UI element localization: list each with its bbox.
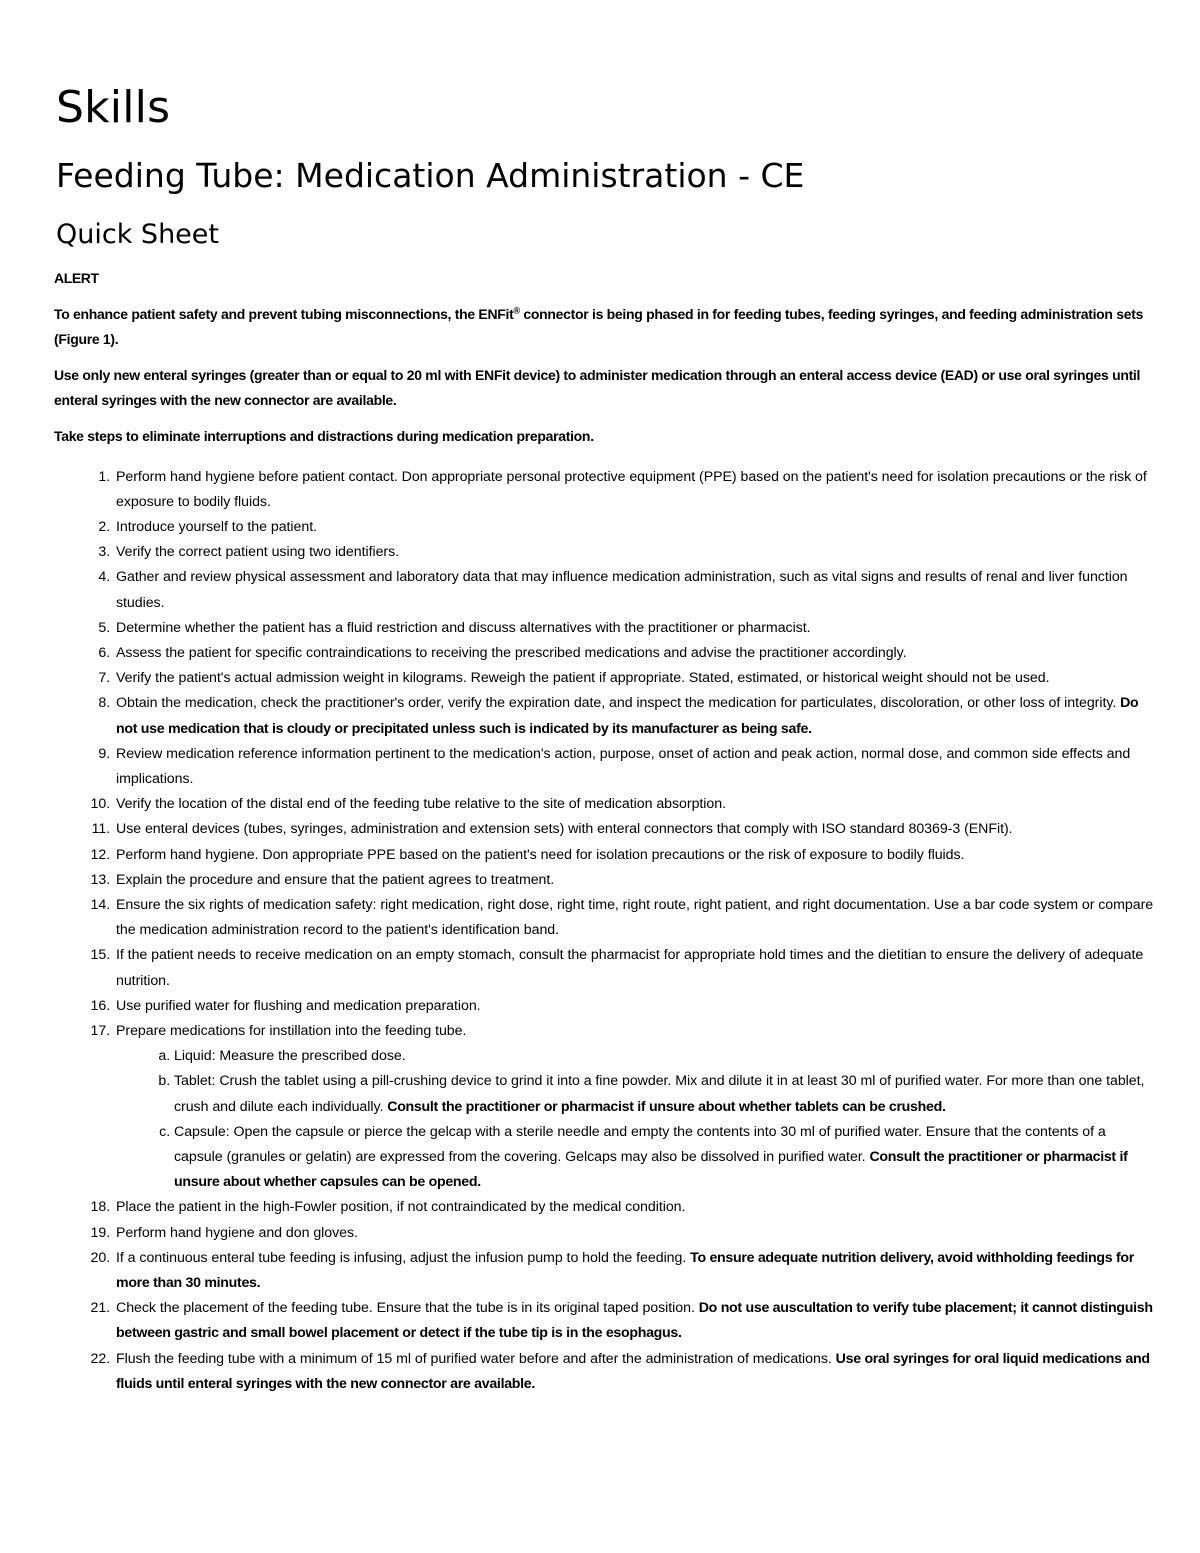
step-text: Perform hand hygiene before patient contact. Don appropriate personal protective equipment (PPE) based on the patient's need for isolation precautions or the risk of exposure to bodily fluids. <box>116 468 1147 510</box>
step-bold-note: To ensure adequate nutrition delivery, avoid withholding feedings for more than 30 minutes. <box>116 1249 1134 1291</box>
step-item <box>114 666 1156 691</box>
step-text: Assess the patient for specific contraindications to receiving the prescribed medications and advise the practitioner accordingly. <box>116 644 907 661</box>
step-item <box>114 994 1156 1019</box>
step-item <box>114 641 1156 666</box>
step-item <box>114 943 1156 993</box>
alert-paragraph-enfit-end: connector is being phased in for feeding tubes, feeding syringes, and feeding administration sets (Figure 1). <box>54 306 1144 347</box>
step-text: Perform hand hygiene and don gloves. <box>116 1224 358 1241</box>
step-text: Obtain the medication, check the practitioner's order, verify the expiration date, and inspect the medication for particulates, discoloration, or other loss of integrity. <box>116 695 1121 712</box>
step-item <box>114 465 1156 515</box>
step-item <box>114 1296 1156 1346</box>
step-item <box>114 1019 1156 1195</box>
step-text: Perform hand hygiene. Don appropriate PPE based on the patient's need for isolation precautions or the risk of exposure to bodily fluids. <box>116 846 965 863</box>
step-text: Ensure the six rights of medication safety: right medication, right dose, right time, right route, right patient, and right documentation. Use a bar code system or compare the medication administration record to the patient's identification band. <box>116 896 1154 939</box>
step-text: Place the patient in the high-Fowler position, if not contraindicated by the medical condition. <box>116 1199 686 1216</box>
step-text: Determine whether the patient has a fluid restriction and discuss alternatives with the practitioner or pharmacist. <box>116 619 811 636</box>
document-page <box>56 78 1156 1397</box>
sub-step-item <box>174 1120 1156 1196</box>
step-text: If the patient needs to receive medication on an empty stomach, consult the pharmacist for appropriate hold times and the dietitian to ensure the delivery of adequate nutrition. <box>116 947 1144 989</box>
step-item <box>114 540 1156 565</box>
step-item <box>114 616 1156 641</box>
section-heading: Skills <box>56 82 171 133</box>
sub-step-text: Liquid: Measure the prescribed dose. <box>174 1048 406 1065</box>
step-text: Flush the feeding tube with a minimum of 15 ml of purified water before and after the administration of medications. <box>116 1350 836 1367</box>
step-item <box>114 691 1156 741</box>
step-item <box>114 893 1156 943</box>
step-text: If a continuous enteral tube feeding is infusing, adjust the infusion pump to hold the feeding. <box>116 1249 691 1266</box>
step-item <box>114 1221 1156 1246</box>
step-text: Verify the correct patient using two identifiers. <box>116 544 400 561</box>
step-bold-note: Use oral syringes for oral liquid medications and fluids until enteral syringes with the new connector are available. <box>116 1350 1150 1392</box>
step-text: Review medication reference information pertinent to the medication's action, purpose, onset of action and peak action, normal dose, and common side effects and implications. <box>116 745 1131 787</box>
step-item <box>114 817 1156 842</box>
step-text: Use enteral devices (tubes, syringes, administration and extension sets) with enteral connectors that comply with ISO standard 80369-3 (ENFit). <box>116 821 1013 838</box>
step-text: Verify the location of the distal end of the feeding tube relative to the site of medication absorption. <box>116 796 726 813</box>
step-item <box>114 565 1156 615</box>
step-item <box>114 843 1156 868</box>
step-text: Introduce yourself to the patient. <box>116 518 317 535</box>
document-title: Feeding Tube: Medication Administration - CE <box>56 156 805 195</box>
step-text: Prepare medications for instillation into the feeding tube. <box>116 1022 467 1039</box>
alert-label: ALERT <box>54 270 99 286</box>
step-text: Use purified water for flushing and medication preparation. <box>116 997 481 1014</box>
sub-step-text: Tablet: Crush the tablet using a pill-crushing device to grind it into a fine powder. Mix and dilute it in at least 30 ml of purified water. For more than one tablet, crush and dilute each individually. <box>174 1073 1145 1115</box>
step-text: Verify the patient's actual admission weight in kilograms. Reweigh the patient if appropriate. Stated, estimated, or historical weight should not be used. <box>116 670 1050 687</box>
alert-paragraph-enfit <box>54 302 1156 351</box>
step-text: Explain the procedure and ensure that the patient agrees to treatment. <box>116 871 555 888</box>
registered-mark: ® <box>513 305 520 316</box>
step-item <box>114 868 1156 893</box>
step-bold-note: Do not use auscultation to verify tube placement; it cannot distinguish between gastric and small bowel placement or detect if the tube tip is in the esophagus. <box>116 1300 1153 1342</box>
step-text: Check the placement of the feeding tube. Ensure that the tube is in its original taped position. <box>116 1300 699 1317</box>
step-bold-note: Do not use medication that is cloudy or precipitated unless such is indicated by its manufacturer as being safe. <box>116 695 1139 737</box>
sub-step-bold-note: Consult the practitioner or pharmacist if unsure about whether tablets can be crushed. <box>387 1098 946 1115</box>
sub-step-bold-note: Consult the practitioner or pharmacist if unsure about whether capsules can be opened. <box>174 1148 1128 1191</box>
step-text: Gather and review physical assessment and laboratory data that may influence medication administration, such as vital signs and results of renal and liver function studies. <box>116 569 1128 611</box>
step-item <box>114 1347 1156 1397</box>
document-subtitle: Quick Sheet <box>56 219 219 250</box>
step-item <box>114 1246 1156 1296</box>
sub-step-item <box>174 1069 1156 1119</box>
sub-step-list <box>116 1044 1156 1195</box>
alert-paragraph-enfit-start: To enhance patient safety and prevent tubing misconnections, the ENFit <box>54 306 514 322</box>
sub-step-text: Capsule: Open the capsule or pierce the gelcap with a sterile needle and empty the contents into 30 ml of purified water. Ensure that the contents of a capsule (granules or gelatin) are expressed from the covering. Gelcaps may also be dissolved in purified water. <box>174 1123 1106 1165</box>
step-item <box>114 1195 1156 1220</box>
step-item <box>114 515 1156 540</box>
sub-step-item <box>174 1044 1156 1069</box>
step-item <box>114 742 1156 792</box>
steps-list <box>56 465 1156 1398</box>
alert-paragraph-distractions: Take steps to eliminate interruptions and distractions during medication preparation. <box>54 428 594 444</box>
alert-paragraph-syringes: Use only new enteral syringes (greater than or equal to 20 ml with ENFit device) to administer medication through an enteral access device (EAD) or use oral syringes until enteral syringes with the new connector are available. <box>54 367 1141 408</box>
step-item <box>114 792 1156 817</box>
